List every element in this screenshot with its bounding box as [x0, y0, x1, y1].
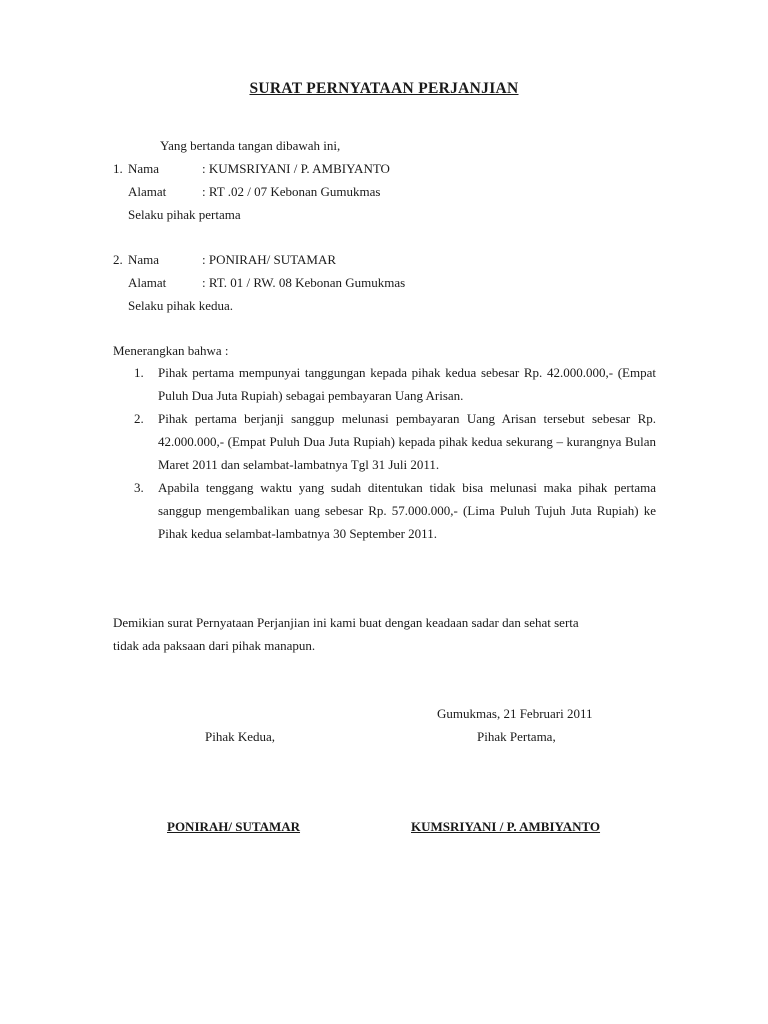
party1-name-value: : KUMSRIYANI / P. AMBIYANTO [202, 161, 390, 176]
party2-name-label: Nama [128, 252, 160, 267]
signature-label-left: Pihak Kedua, [205, 729, 276, 744]
clause-text: Pihak pertama mempunyai tanggungan kepada pihak kedua sebesar Rp. 42.000.000,- (Empat Puluh Dua Juta Rupiah) sebagai pembayaran Uang Arisan. [158, 365, 656, 403]
party2-number: 2. [113, 252, 123, 267]
declare-heading: Menerangkan bahwa : [113, 343, 229, 358]
clause-item [134, 407, 656, 476]
party1-address-label: Alamat [128, 184, 167, 199]
signature-name-right: KUMSRIYANI / P. AMBIYANTO [411, 819, 601, 834]
party1-role: Selaku pihak pertama [128, 207, 241, 222]
party1-number: 1. [113, 161, 123, 176]
clause-number: 2. [134, 411, 144, 426]
signature-label-right: Pihak Pertama, [477, 729, 556, 744]
party1-address-value: : RT .02 / 07 Kebonan Gumukmas [202, 184, 381, 199]
intro-text: Yang bertanda tangan dibawah ini, [160, 138, 341, 153]
clause-text: Pihak pertama berjanji sanggup melunasi pembayaran Uang Arisan tersebut sebesar Rp. 42.000.000,- (Empat Puluh Dua Juta Rupiah) kepada pihak kedua sekurang – kurangnya Bulan Maret 2011 dan selambat-lambatnya Tgl 31 Juli 2011. [158, 411, 656, 472]
place-date: Gumukmas, 21 Februari 2011 [437, 706, 593, 721]
clause-number: 3. [134, 480, 144, 495]
closing-line-2: tidak ada paksaan dari pihak manapun. [113, 638, 316, 653]
signature-name-left: PONIRAH/ SUTAMAR [167, 819, 301, 834]
party2-role: Selaku pihak kedua. [128, 298, 234, 313]
clause-list [134, 361, 656, 545]
clause-item [134, 361, 656, 407]
party1-name-label: Nama [128, 161, 160, 176]
party2-address-label: Alamat [128, 275, 167, 290]
party2-name-value: : PONIRAH/ SUTAMAR [202, 252, 337, 267]
clause-item [134, 476, 656, 545]
closing-line-1: Demikian surat Pernyataan Perjanjian ini kami buat dengan keadaan sadar dan sehat serta [113, 615, 579, 630]
clause-text: Apabila tenggang waktu yang sudah ditentukan tidak bisa melunasi maka pihak pertama sanggup mengembalikan uang sebesar Rp. 57.000.000,- (Lima Puluh Tujuh Juta Rupiah) ke Pihak kedua selambat-lambatnya 30 September 2011. [158, 480, 656, 541]
party2-address-value: : RT. 01 / RW. 08 Kebonan Gumukmas [202, 275, 406, 290]
document-title: SURAT PERNYATAAN PERJANJIAN [249, 80, 519, 97]
clause-number: 1. [134, 365, 144, 380]
